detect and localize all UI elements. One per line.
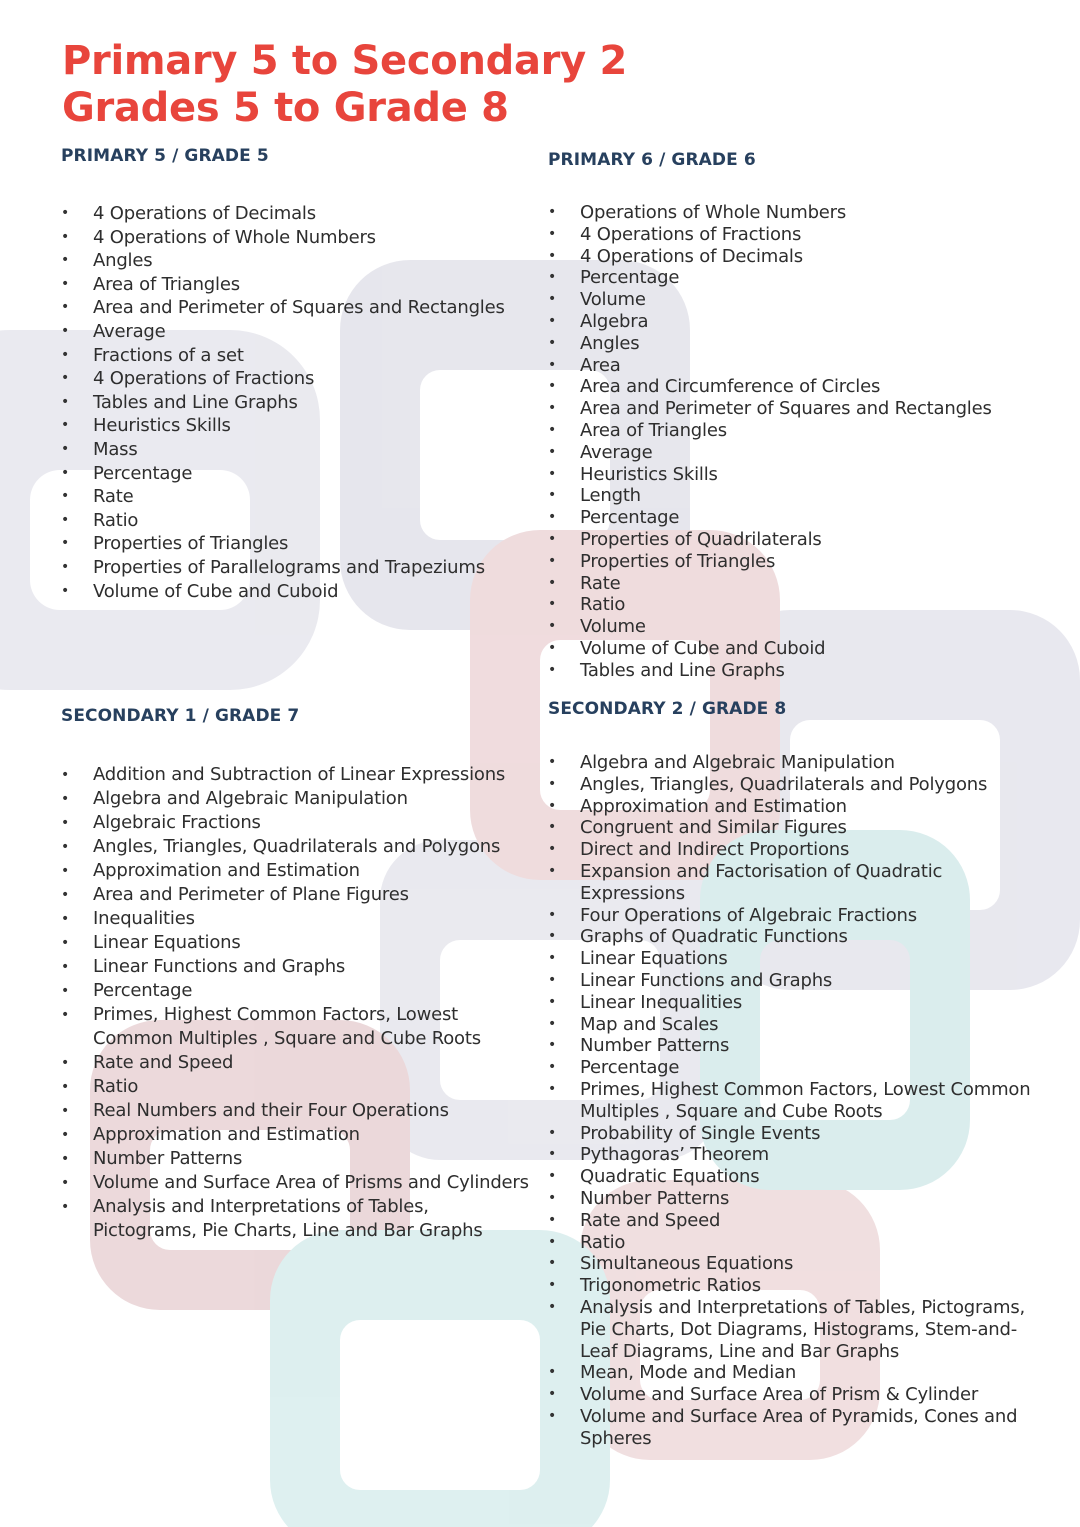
list-item: • Addition and Subtraction of Linear Expressions	[61, 763, 531, 787]
section-heading: SECONDARY 2 / GRADE 8	[548, 699, 787, 719]
list-item: • Linear Inequalities	[548, 992, 1048, 1014]
list-item: • Expansion and Factorisation of Quadratic Expressions	[548, 861, 1048, 905]
list-item: • Map and Scales	[548, 1014, 1048, 1036]
list-item: • Volume and Surface Area of Prism & Cylinder	[548, 1384, 1048, 1406]
list-item: • Algebra and Algebraic Manipulation	[61, 787, 531, 811]
list-item: • Angles	[61, 249, 531, 273]
list-item: • Trigonometric Ratios	[548, 1275, 1048, 1297]
list-item: • Linear Functions and Graphs	[548, 970, 1048, 992]
list-item: • Length	[548, 485, 1048, 507]
list-item: • Volume of Cube and Cuboid	[548, 638, 1048, 660]
list-item: • Rate	[548, 573, 1048, 595]
list-item: • Ratio	[61, 509, 531, 533]
topic-list	[61, 202, 531, 603]
list-item: • Rate and Speed	[548, 1210, 1048, 1232]
list-item: • Primes, Highest Common Factors, Lowest Common Multiples , Square and Cube Roots	[61, 1003, 531, 1051]
list-item: • Area of Triangles	[548, 420, 1048, 442]
list-item: • Percentage	[61, 462, 531, 486]
list-item: • Volume and Surface Area of Prisms and Cylinders	[61, 1171, 531, 1195]
list-item: • Probability of Single Events	[548, 1123, 1048, 1145]
list-item: • Fractions of a set	[61, 344, 531, 368]
list-item: • Approximation and Estimation	[61, 859, 531, 883]
list-item: • Number Patterns	[548, 1188, 1048, 1210]
list-item: • Percentage	[548, 267, 1048, 289]
list-item: • Number Patterns	[61, 1147, 531, 1171]
list-item: • Four Operations of Algebraic Fractions	[548, 905, 1048, 927]
list-item: • Congruent and Similar Figures	[548, 817, 1048, 839]
list-item: • Area and Perimeter of Squares and Rectangles	[548, 398, 1048, 420]
section-primary-5	[61, 146, 531, 603]
list-item: • Area and Perimeter of Plane Figures	[61, 883, 531, 907]
section-heading: PRIMARY 6 / GRADE 6	[548, 150, 756, 170]
list-item: • Algebra and Algebraic Manipulation	[548, 752, 1048, 774]
list-item: • Mean, Mode and Median	[548, 1362, 1048, 1384]
list-item: • Heuristics Skills	[61, 414, 531, 438]
list-item: • Tables and Line Graphs	[548, 660, 1048, 682]
title-line-2: Grades 5 to Grade 8	[62, 85, 509, 131]
list-item: • Area of Triangles	[61, 273, 531, 297]
list-item: • Linear Functions and Graphs	[61, 955, 531, 979]
list-item: • 4 Operations of Whole Numbers	[61, 226, 531, 250]
list-item: • Ratio	[548, 1232, 1048, 1254]
list-item: • Average	[61, 320, 531, 344]
list-item: • Volume of Cube and Cuboid	[61, 580, 531, 604]
title-line-1: Primary 5 to Secondary 2	[62, 38, 628, 84]
list-item: • Angles, Triangles, Quadrilaterals and Polygons	[548, 774, 1048, 796]
list-item: • Angles, Triangles, Quadrilaterals and Polygons	[61, 835, 531, 859]
list-item: • Ratio	[61, 1075, 531, 1099]
topic-list	[548, 202, 1048, 682]
list-item: • Algebra	[548, 311, 1048, 333]
list-item: • 4 Operations of Decimals	[61, 202, 531, 226]
list-item: • Percentage	[548, 507, 1048, 529]
list-item: • Simultaneous Equations	[548, 1253, 1048, 1275]
topic-list	[61, 763, 531, 1243]
list-item: • Rate and Speed	[61, 1051, 531, 1075]
list-item: • Tables and Line Graphs	[61, 391, 531, 415]
list-item: • 4 Operations of Fractions	[548, 224, 1048, 246]
list-item: • 4 Operations of Decimals	[548, 246, 1048, 268]
list-item: • Average	[548, 442, 1048, 464]
list-item: • Area and Perimeter of Squares and Rectangles	[61, 296, 531, 320]
section-secondary-2	[548, 699, 1048, 1450]
list-item: • Properties of Triangles	[548, 551, 1048, 573]
list-item: • Properties of Quadrilaterals	[548, 529, 1048, 551]
list-item: • Approximation and Estimation	[548, 796, 1048, 818]
list-item: • Quadratic Equations	[548, 1166, 1048, 1188]
list-item: • 4 Operations of Fractions	[61, 367, 531, 391]
section-heading: PRIMARY 5 / GRADE 5	[61, 146, 269, 166]
page-title	[62, 38, 627, 132]
list-item: • Ratio	[548, 594, 1048, 616]
list-item: • Primes, Highest Common Factors, Lowest Common Multiples , Square and Cube Roots	[548, 1079, 1048, 1123]
list-item: • Heuristics Skills	[548, 464, 1048, 486]
list-item: • Direct and Indirect Proportions	[548, 839, 1048, 861]
list-item: • Approximation and Estimation	[61, 1123, 531, 1147]
list-item: • Number Patterns	[548, 1035, 1048, 1057]
list-item: • Analysis and Interpretations of Tables, Pictograms, Pie Charts, Line and Bar Graphs	[61, 1195, 531, 1243]
list-item: • Angles	[548, 333, 1048, 355]
list-item: • Inequalities	[61, 907, 531, 931]
list-item: • Area and Circumference of Circles	[548, 376, 1048, 398]
list-item: • Analysis and Interpretations of Tables, Pictograms, Pie Charts, Dot Diagrams, Histograms, Stem-and-Leaf Diagrams, Line and Bar Graphs	[548, 1297, 1048, 1362]
list-item: • Mass	[61, 438, 531, 462]
topic-list	[548, 752, 1048, 1450]
list-item: • Percentage	[548, 1057, 1048, 1079]
list-item: • Percentage	[61, 979, 531, 1003]
list-item: • Properties of Parallelograms and Trapeziums	[61, 556, 531, 580]
list-item: • Linear Equations	[61, 931, 531, 955]
section-heading: SECONDARY 1 / GRADE 7	[61, 706, 300, 726]
list-item: • Area	[548, 355, 1048, 377]
list-item: • Pythagoras’ Theorem	[548, 1144, 1048, 1166]
list-item: • Operations of Whole Numbers	[548, 202, 1048, 224]
list-item: • Real Numbers and their Four Operations	[61, 1099, 531, 1123]
section-primary-6	[548, 150, 1048, 682]
list-item: • Linear Equations	[548, 948, 1048, 970]
section-secondary-1	[61, 706, 531, 1243]
list-item: • Graphs of Quadratic Functions	[548, 926, 1048, 948]
list-item: • Volume	[548, 289, 1048, 311]
list-item: • Volume	[548, 616, 1048, 638]
list-item: • Volume and Surface Area of Pyramids, Cones and Spheres	[548, 1406, 1048, 1450]
list-item: • Algebraic Fractions	[61, 811, 531, 835]
list-item: • Rate	[61, 485, 531, 509]
list-item: • Properties of Triangles	[61, 532, 531, 556]
